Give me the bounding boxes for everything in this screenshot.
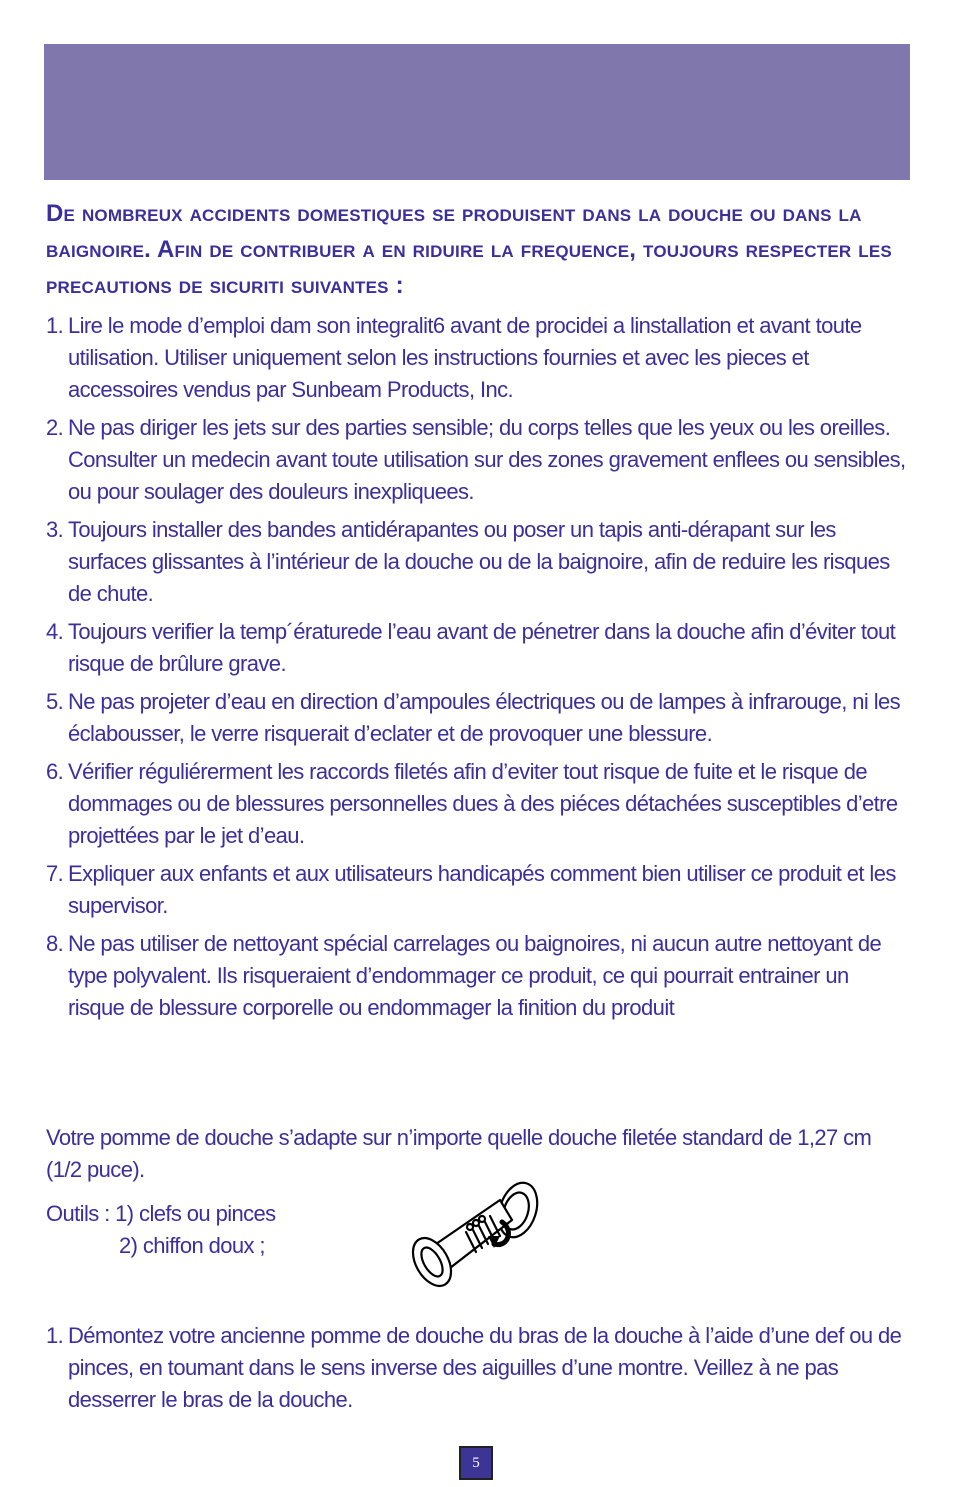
list-item: 1. Lire le mode d’emploi dam son integralit6 avant de procidei a linstallation et avant toute utilisation. Utiliser uniquement selon les instructions fournies et avec les pieces et accessoires vendus par Sunbeam Products, Inc. <box>46 313 862 402</box>
installation-steps <box>46 1320 906 1422</box>
tools-line-2: 2) chiffon doux ; <box>119 1233 265 1258</box>
header-banner <box>44 44 910 180</box>
tools-list <box>46 1198 376 1262</box>
fit-description: Votre pomme de douche s’adapte sur n’importe quelle douche filetée standard de 1,27 cm (1/2 puce). <box>46 1125 872 1182</box>
list-item: 5. Ne pas projeter d’eau en direction d’ampoules électriques ou de lampes à infrarouge, ni les éclabousser, le verre risquerait d’eclater et de provoquer une blessure. <box>46 689 901 746</box>
list-item: 2. Ne pas diriger les jets sur des parties sensible; du corps telles que les yeux ou les oreilles. Consulter un medecin avant toute utilisation sur des zones gravement enflees ou sensibles, ou pour soulager des douleurs inexpliquees. <box>46 415 906 504</box>
list-item: 3. Toujours installer des bandes antidérapantes ou poser un tapis anti-dérapant sur les surfaces glissantes à l’intérieur de la douche ou de la baignoire, afin de reduire les risques de chute. <box>46 517 890 606</box>
list-item: 6. Vérifier réguliérerment les raccords filetés afin d’eviter tout risque de fuite et le risque de dommages ou de blessures personnelles dues à des piéces détachées susceptibles d’etre projettées par le jet d’eau. <box>46 759 898 848</box>
precautions-list <box>46 310 906 1030</box>
list-item: 1. Démontez votre ancienne pomme de douche du bras de la douche à l’aide d’une def ou de pinces, en toumant dans le sens inverse des aiguilles d’une montre. Veillez à ne pas desserrer le bras de la douche. <box>46 1323 902 1412</box>
list-item: 8. Ne pas utiliser de nettoyant spécial carrelages ou baignoires, ni aucun autre nettoyant de type polyvalent. Ils risqueraient d’endommager ce produit, ce qui pourrait entrainer un risque de blessure corporelle ou endommager la finition du produit <box>46 931 882 1020</box>
shower-head-removal-icon <box>404 1172 544 1292</box>
list-item: 7. Expliquer aux enfants et aux utilisateurs handicapés comment bien utiliser ce produit et les supervisor. <box>46 861 896 918</box>
page-number: 5 <box>459 1446 493 1480</box>
tools-line-1: Outils : 1) clefs ou pinces <box>46 1201 276 1226</box>
safety-heading: De nombreux accidents domestiques se produisent dans la douche ou dans la baignoire. Afin de contribuer a en riduire la frequence, toujours respecter les precautions de sicuriti suivantes : <box>46 200 892 299</box>
list-item: 4. Toujours verifier la temp´ératurede l’eau avant de pénetrer dans la douche afin d’éviter tout risque de brûlure grave. <box>46 619 896 676</box>
